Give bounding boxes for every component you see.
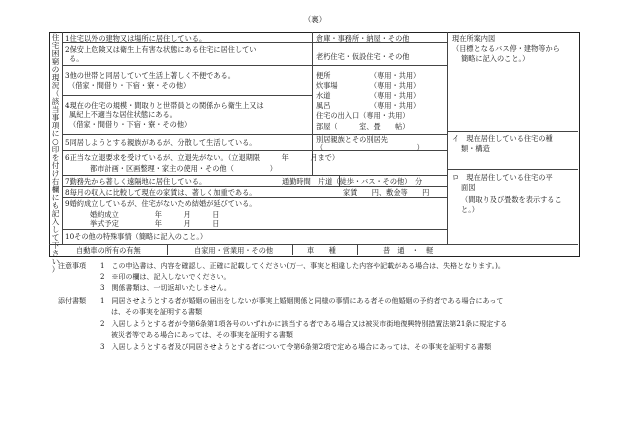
divider [62,134,447,135]
item-10: 10その他の特殊事情（簡略に記入のこと。） [65,232,208,241]
item-3-options: （借家・間借り・下宿・寮・その他） [68,81,191,90]
divider [62,197,447,198]
item-9-wedding: 挙式予定 年 月 日 [90,219,220,228]
separated-relatives-field: （ ） [316,143,424,152]
floor-plan-note: （間取り及び畳数を表示するこ [461,195,562,204]
item-6: 6正当な立退要求を受けているが、立退先がない。（立退期限 年 月まで） [65,153,340,162]
divider [312,65,447,66]
item-7: 7勤務先から著しく遠隔地に居住している。 [65,177,207,186]
car-ownership-label: 自動車の所有の有無 [76,246,141,255]
separated-relatives: 別居親族とその別居先 [316,135,388,144]
facility-water: 水道 （専用・共用） [316,91,421,100]
divider [62,175,447,176]
divider [292,244,293,255]
divider [62,32,63,244]
note-3: 3 関係書類は、一切返却いたしません。 [100,284,231,292]
attachment-1: 1 同居させようとする者が婚姻の届出をしないが事実上婚姻関係と同様の事情にある者その他婚姻の予約者である場合にあって [100,297,504,305]
facility-entrance: 住宅の出入口（専用・共用） [316,111,410,120]
attachment-2-cont: 被災者等である場合にあっては、その事実を証明する書類 [111,331,293,339]
divider [357,244,358,255]
middle-1: 倉庫・事務所・納屋・その他 [316,34,410,43]
location-map-title: 現在所案内図 [452,34,496,43]
floor-plan-note-cont: と。） [461,205,479,214]
item-1: 1住宅以外の建物又は場所に居住している。 [65,34,207,43]
facility-toilet: 便所 （専用・共用） [316,71,421,80]
floor-plan-title-cont: 面図 [461,183,476,192]
floor-plan-title: ロ 現在居住している住宅の平 [452,173,553,182]
item-5: 5同居しようとする親族があるが、分散して生活している。 [65,138,257,147]
item-8: 8毎月の収入に比較して現在の家賃は、著しく加重である。 [65,188,257,197]
item-4-cont: 風紀上不適当な居住状態にある。 [69,110,177,119]
item-2: 2保安上危険又は衛生上有害な状態にある住宅に居住してい [65,45,257,54]
attachment-1-cont: は、その事実を証明する書類 [111,308,202,316]
side-title-text: 住 宅 困 窮 の 現 況 （ 該 当 事 項 に ○ 印 を 付 け 右 欄 に も 記 入 し て 下 さ い ） [51,33,60,274]
item-4-options: （借家・間借り・下宿・寮・その他） [69,120,192,129]
facility-bath: 風呂 （専用・共用） [316,101,421,110]
divider [62,229,447,230]
divider [49,244,578,245]
side-title [49,32,62,274]
item-6-reasons: 都市計画・区画整理・家主の使用・その他（ ） [90,164,277,173]
location-map-note-cont: 簡略に記入のこと。） [461,54,530,63]
divider [62,186,447,187]
item-9-engagement: 婚約成立 年 月 日 [90,210,220,219]
facility-rooms: 部屋（ 室、畳 帖） [316,122,410,131]
notes-title: 注意事項 [58,262,86,270]
middle-2: 老朽住宅・仮設住宅・その他 [316,52,410,61]
item-9: 9婚約成立しているが、住宅がないため結婚が延びている。 [65,199,257,208]
note-1: 1 この申込書は、内容を確認し、正確に記載してください(万一、事実と相違した内容や記載がある場合は、失格となります。)。 [100,262,505,270]
divider [447,32,448,244]
attachment-2: 2 入居しようとする者が令第6条第1項各号のいずれかに該当する者である場合又は被災市街地復興特別措置法第21条に規定する [100,320,508,328]
car-type-options: 普 通 ・ 軽 [383,246,434,255]
car-type-label: 車 種 [307,246,336,255]
housing-type-title-cont: 類・構造 [461,144,490,153]
divider [62,95,312,96]
item-3: 3他の世帯と同居していて生活上著しく不便である。 [65,71,235,80]
divider [62,65,312,66]
housing-type-title: イ 現在居住している住宅の種 [452,134,553,143]
location-map-note: （目標となるバス停・建物等から [452,44,560,53]
divider [447,131,578,132]
divider [447,169,578,170]
item-7-commute: 通勤時間 片道（徒歩・バス・その他） 分 [282,177,423,186]
item-4: 4現在の住宅の規模・間取りと世帯員との関係から衛生上又は [65,101,264,110]
item-8-rent: 家賃 円、敷金等 円 [343,188,430,197]
attachment-3: 3 入居しようとする者及び同居させようとする者について令第6条第2項で定める場合にあっては、その事実を証明する書類 [100,343,492,351]
divider [167,244,168,255]
facility-kitchen: 炊事場 （専用・共用） [316,81,421,90]
car-use-options: 自家用・営業用・その他 [194,246,274,255]
item-2-cont: る。 [69,54,84,63]
page-header: （裏） [303,15,327,24]
attachments-title: 添付書類 [58,297,86,305]
note-2: 2 ※印の欄は、記入しないでください。 [100,273,231,281]
